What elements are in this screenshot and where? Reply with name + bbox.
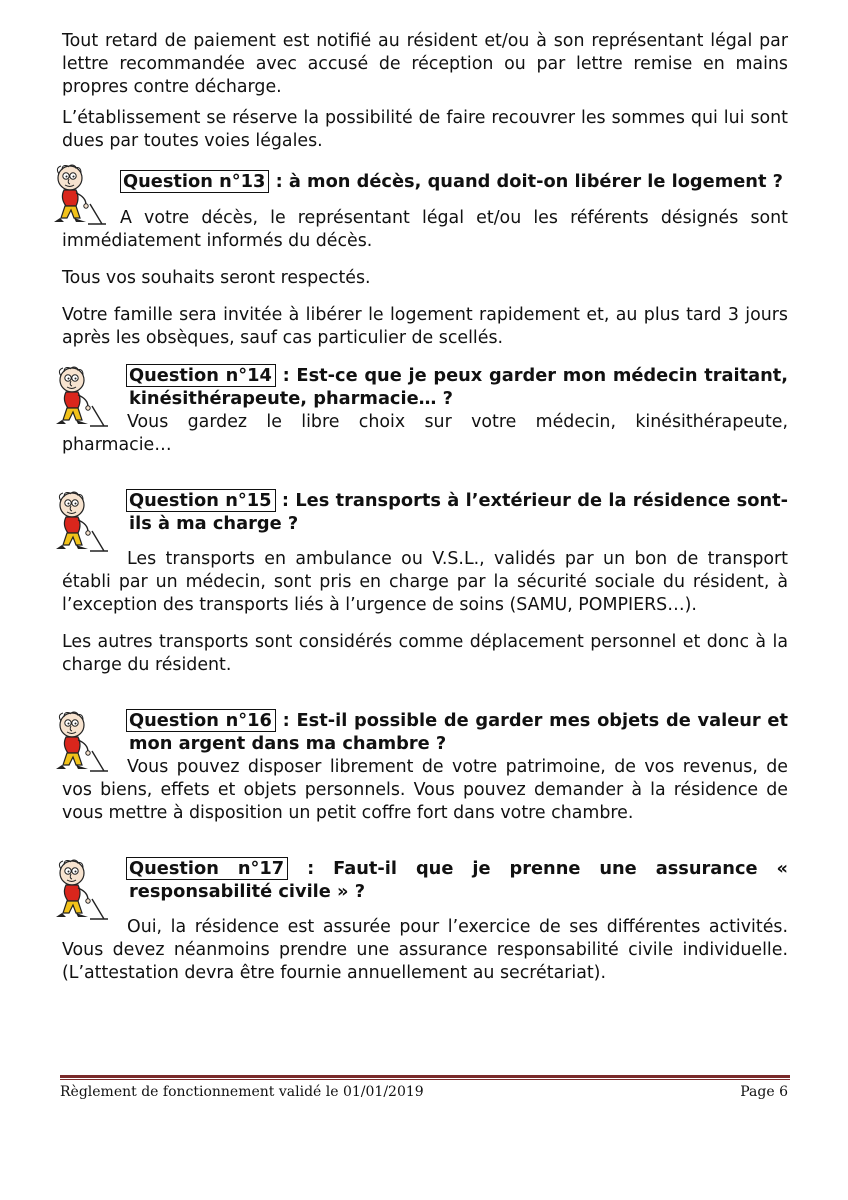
document-page	[62, 30, 788, 985]
question-14-label: Question n°14	[126, 364, 276, 387]
question-13-text: : à mon décès, quand doit-on libérer le logement ?	[269, 171, 783, 192]
question-13-title	[62, 170, 788, 193]
thinking-old-man-icon	[52, 711, 110, 775]
question-16-title	[62, 709, 788, 755]
question-15-section	[62, 489, 788, 677]
footer-divider-thin	[60, 1079, 790, 1080]
question-14-section	[62, 364, 788, 457]
footer-document-title: Règlement de fonctionnement validé le 01/01/2019	[60, 1084, 424, 1100]
thinking-old-man-icon	[52, 366, 110, 430]
thinking-old-man-icon	[52, 859, 110, 923]
thinking-old-man-icon	[50, 164, 108, 228]
thinking-old-man-icon	[52, 491, 110, 555]
question-13-answer-1: A votre décès, le représentant légal et/ou les référents désignés sont immédiatement informés du décès.	[62, 208, 788, 251]
question-15-label: Question n°15	[126, 489, 276, 512]
question-15-title	[62, 489, 788, 535]
question-13-answer-3: Votre famille sera invitée à libérer le logement rapidement et, au plus tard 3 jours après les obsèques, sauf cas particulier de scellés.	[62, 305, 788, 348]
question-13-section	[62, 170, 788, 350]
question-16-text: : Est-il possible de garder mes objets de valeur et mon argent dans ma chambre ?	[129, 710, 788, 754]
question-14-title	[62, 364, 788, 410]
footer-divider-thick	[60, 1075, 790, 1078]
question-13-label: Question n°13	[120, 170, 269, 193]
question-16-label: Question n°16	[126, 709, 276, 732]
question-16-section	[62, 709, 788, 825]
question-16-answer-1: Vous pouvez disposer librement de votre patrimoine, de vos revenus, de vos biens, effets et objets personnels. Vous pouvez demander à la résidence de vous mettre à disposition un petit coffre fort dans votre chambre.	[62, 757, 788, 823]
question-15-answer-2: Les autres transports sont considérés comme déplacement personnel et donc à la charge du résident.	[62, 632, 788, 675]
question-14-answer-1: Vous gardez le libre choix sur votre médecin, kinésithérapeute, pharmacie…	[62, 412, 788, 455]
question-17-title	[62, 857, 788, 903]
footer-page-number: Page 6	[740, 1084, 788, 1100]
intro-paragraph-2: L’établissement se réserve la possibilité de faire recouvrer les sommes qui lui sont dues par toutes voies légales.	[62, 108, 788, 151]
intro-paragraph-1: Tout retard de paiement est notifié au résident et/ou à son représentant légal par lettre recommandée avec accusé de réception ou par lettre remise en mains propres contre décharge.	[62, 31, 788, 97]
question-15-text: : Les transports à l’extérieur de la résidence sont-ils à ma charge ?	[129, 490, 789, 534]
question-17-answer-1: Oui, la résidence est assurée pour l’exercice de ses différentes activités. Vous devez néanmoins prendre une assurance responsabilité civile individuelle. (L’attestation devra être fournie annuellement au secrétariat).	[62, 917, 788, 983]
question-17-label: Question n°17	[126, 857, 288, 880]
question-17-section	[62, 857, 788, 985]
question-14-text: : Est-ce que je peux garder mon médecin traitant, kinésithérapeute, pharmacie… ?	[129, 365, 788, 409]
question-17-text: : Faut-il que je prenne une assurance « responsabilité civile » ?	[129, 858, 788, 902]
question-13-answer-2: Tous vos souhaits seront respectés.	[62, 268, 371, 288]
question-15-answer-1: Les transports en ambulance ou V.S.L., validés par un bon de transport établi par un médecin, sont pris en charge par la sécurité sociale du résident, à l’exception des transports liés à l’urgence de soins (SAMU, POMPIERS…).	[62, 549, 788, 615]
